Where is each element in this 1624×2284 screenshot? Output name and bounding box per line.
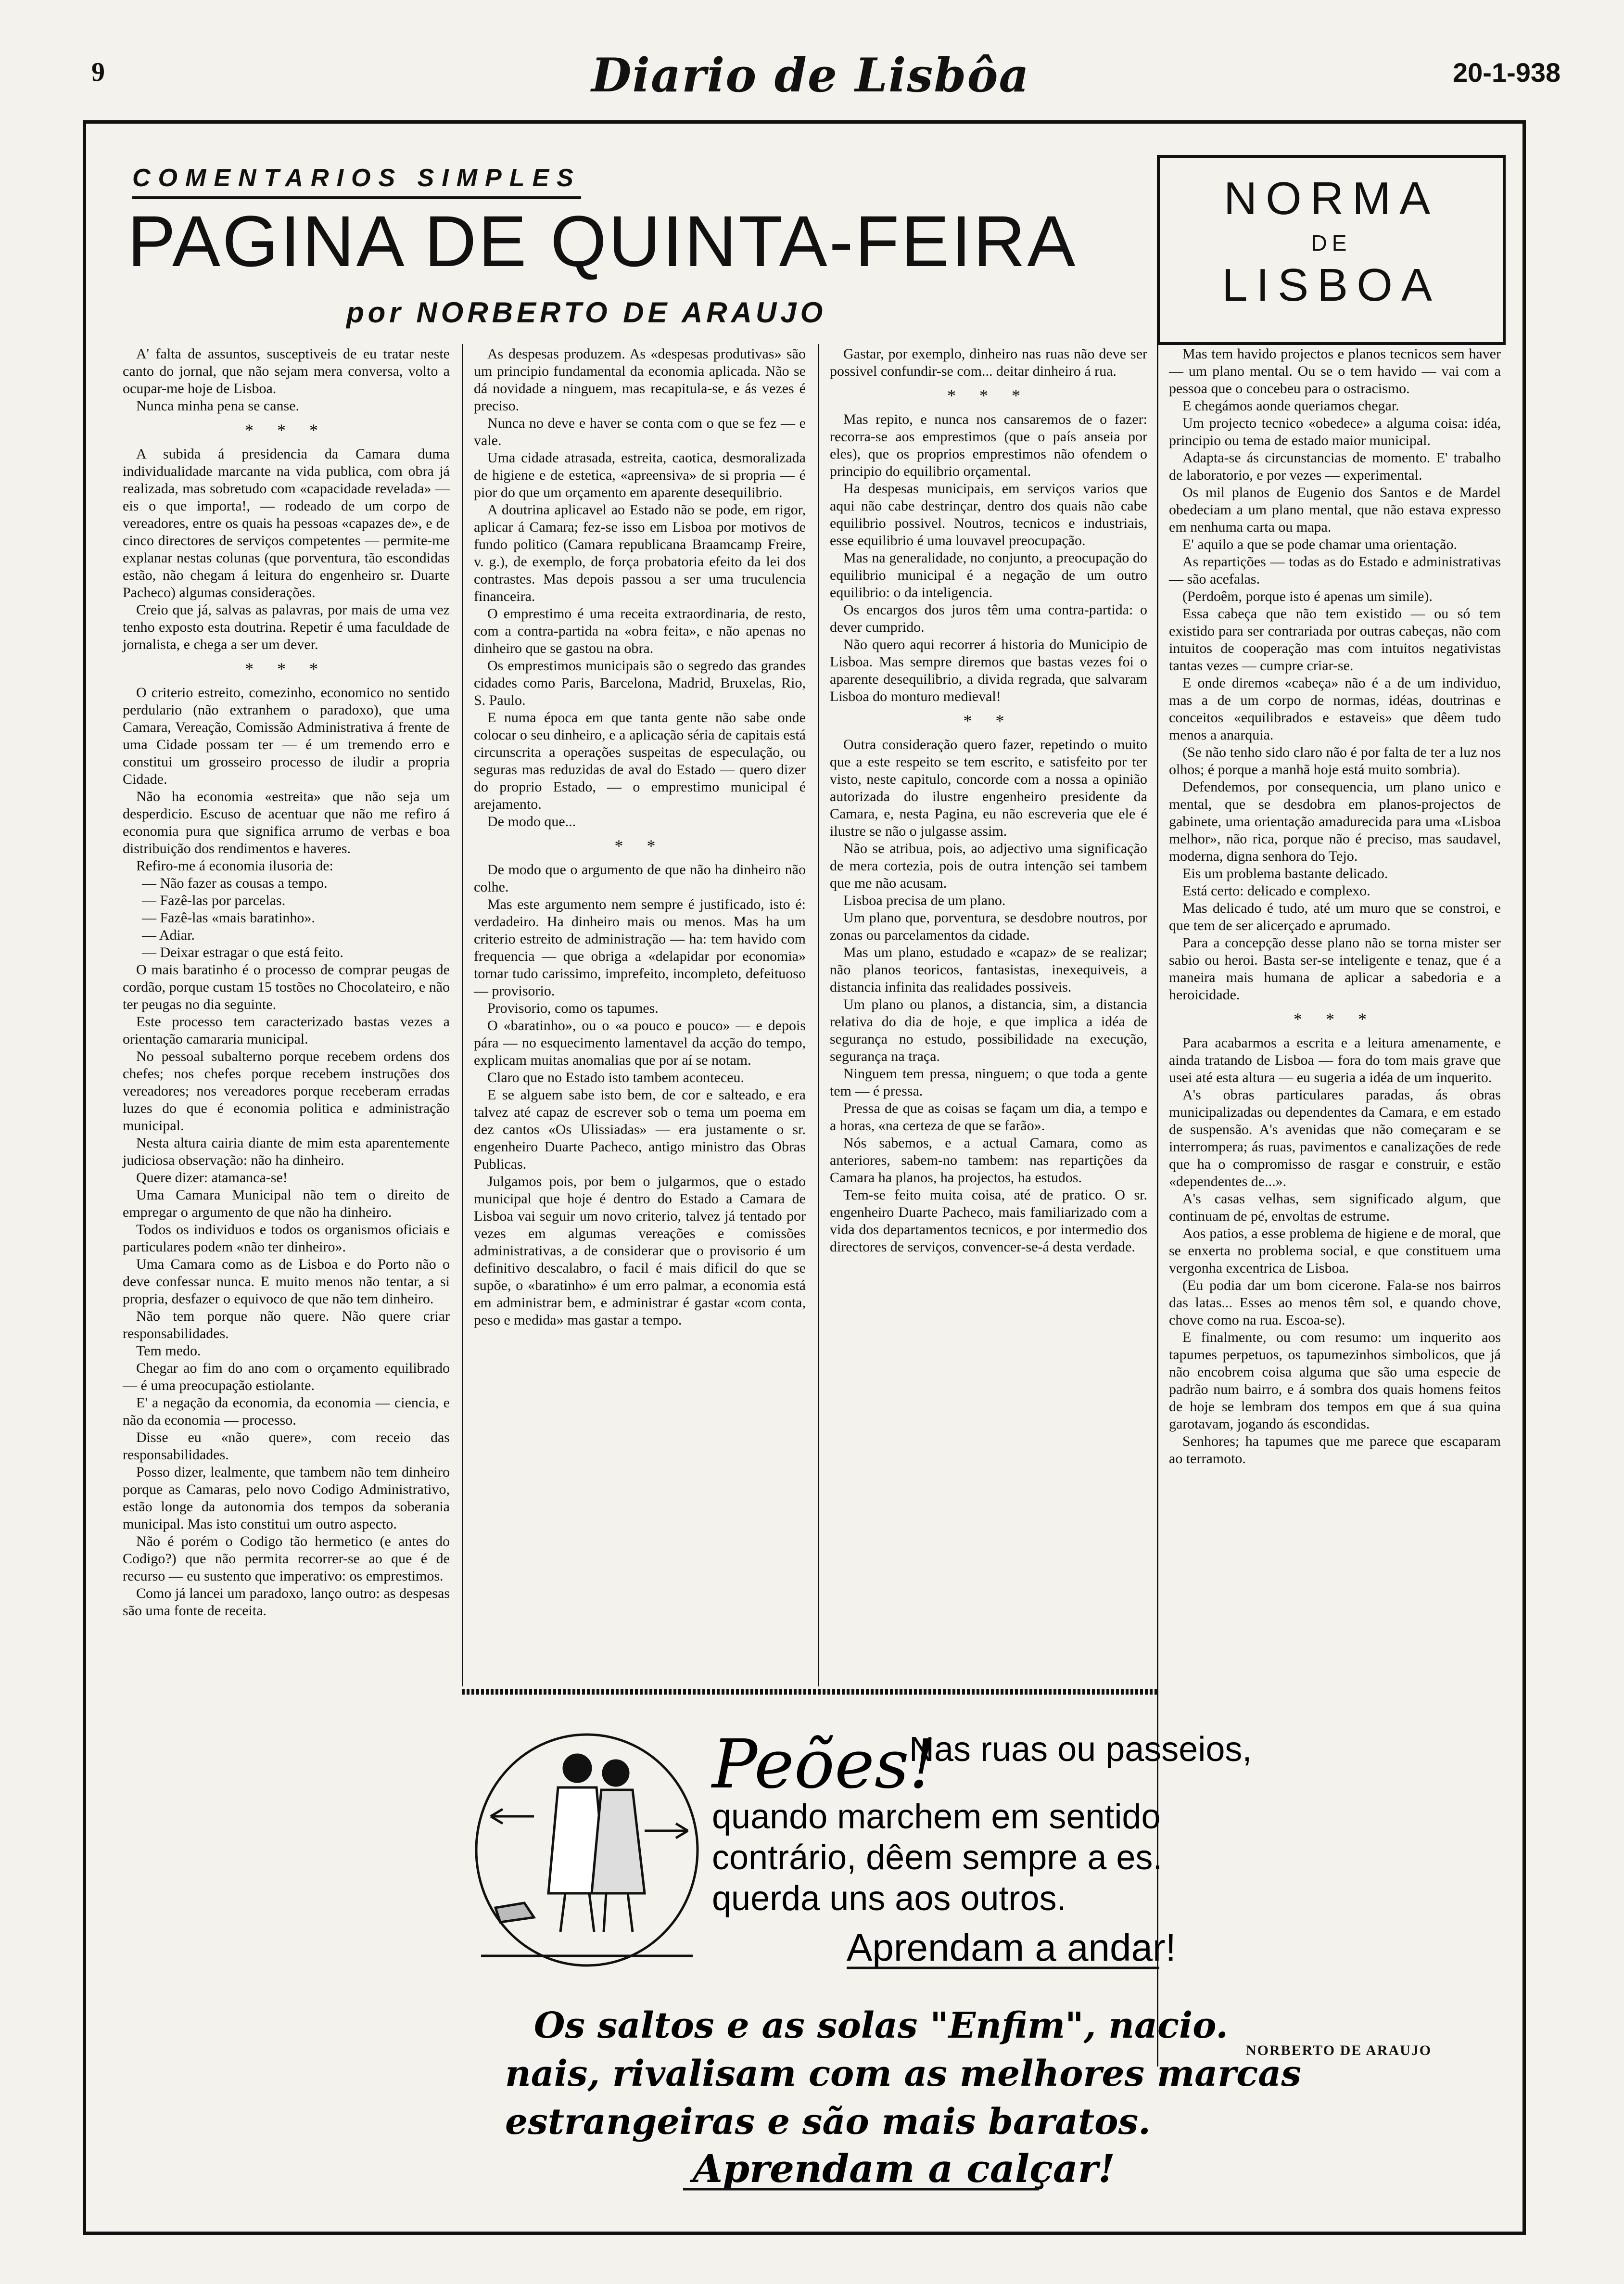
paragraph: Uma cidade atrasada, estreita, caotica, desmoralizada de higiene e de estetica, «apreensiva» de si propria — é pior do que um orçamento em aparente desequilibrio. <box>474 450 806 500</box>
ad-line-4: querda uns aos outros. <box>712 1879 1066 1918</box>
paragraph: A's casas velhas, sem significado algum, que continuam de pé, envoltas de estrume. <box>1169 1191 1501 1224</box>
paragraph: De modo que o argumento de que não ha dinheiro não colhe. <box>474 862 806 895</box>
list-item: — Adiar. <box>142 927 195 943</box>
paragraph: O mais baratinho é o processo de comprar peugas de cordão, porque custam 15 tostões no Chocolateiro, e não ter peugas no dia seguinte. <box>123 962 450 1012</box>
paragraph: Um plano ou planos, a distancia, sim, a distancia relativa do dia de hoje, e que implica a idéa de segurança no estudo, possibilidade na execução, segurança na traça. <box>830 996 1147 1064</box>
advertisement <box>462 1706 1301 2196</box>
paragraph: Eis um problema bastante delicado. <box>1182 866 1388 881</box>
paragraph: Para acabarmos a escrita e a leitura amenamente, e ainda tratando de Lisboa — fora do tom mais grave que usei até esta altura — eu sugeria a idéa de um inquerito. <box>1169 1035 1501 1085</box>
ad-headline-word: Peões! <box>712 1725 937 1804</box>
article-title: PAGINA DE QUINTA-FEIRA <box>127 201 1078 281</box>
page-number: 9 <box>91 57 105 87</box>
paragraph: Refiro-me á economia ilusoria de: <box>136 858 333 874</box>
paragraph: Mas tem havido projectos e planos tecnicos sem haver — um plano mental. Ou se o tem havido — vai com a pessoa que o concebeu para o ostracismo. <box>1169 346 1501 396</box>
list-item: — Fazê-las por parcelas. <box>142 893 286 908</box>
paragraph: Uma Camara Municipal não tem o direito de empregar o argumento de que não ha dinheiro. <box>123 1187 450 1220</box>
paragraph: Ninguem tem pressa, ninguem; o que toda a gente tem — é pressa. <box>830 1066 1147 1099</box>
paragraph: Não quero aqui recorrer á historia do Municipio de Lisboa. Mas sempre diremos que bastas vezes foi o aparente desequilibrio, a divida regrada, que salvaram Lisboa do monturo medieval! <box>830 637 1147 704</box>
paragraph: Uma Camara como as de Lisboa e do Porto não o deve confessar nunca. E muito menos não tentar, a si propria, desfazer o equivoco de que não tem dinheiro. <box>123 1256 450 1307</box>
ad-slogan: Aprendam a andar! <box>847 1926 1176 1969</box>
paragraph: Tem-se feito muita coisa, até de pratico. O sr. engenheiro Duarte Pacheco, mais familiarizado com a vida dos departamentos tecnicos, e por intermedio dos directores de serviços, convencer-se-á desta verdade. <box>830 1187 1147 1255</box>
paragraph: Todos os individuos e todos os organismos oficiais e particulares podem «não ter dinheiro». <box>123 1222 450 1255</box>
article-column-2 <box>474 345 806 1685</box>
paragraph: (Eu podia dar um bom cicerone. Fala-se nos bairros das latas... Esses ao menos têm sol, e quando chove, chove como na rua. Escoa-se). <box>1169 1277 1501 1328</box>
paragraph: Um plano que, porventura, se desdobre noutros, por zonas ou parcelamentos da cidade. <box>830 910 1147 943</box>
section-break: * * * <box>947 386 1030 405</box>
paragraph: Pressa de que as coisas se façam um dia, a tempo e a horas, «na certeza de que se farão». <box>830 1100 1147 1134</box>
section-title-box <box>1157 155 1506 345</box>
paragraph: E' a negação da economia, da economia — ciencia, e não da economia — processo. <box>123 1395 450 1428</box>
paragraph: Está certo: delicado e complexo. <box>1182 883 1370 899</box>
paragraph: Quere dizer: atamanca-se! <box>136 1170 288 1186</box>
paragraph: Este processo tem caracterizado bastas vezes a orientação camararia municipal. <box>123 1014 450 1047</box>
article-column-4 <box>1169 345 1501 2029</box>
paragraph: E chegámos aonde queriamos chegar. <box>1182 398 1399 414</box>
paragraph: Nós sabemos, e a actual Camara, como as anteriores, sabem-no tambem: nas repartições da Camara ha planos, ha projectos, ha estudos. <box>830 1135 1147 1186</box>
paragraph: Julgamos pois, por bem o julgarmos, que o estado municipal que hoje é dentro do Estado a Camara de Lisboa vai seguir um novo criterio, talvez já tentado por vezes em algumas vereações e comissões administrativas, a de considerar que o provisorio é um definitivo descalabro, o facil é mais dificil do que se supõe, o «baratinho» é um erro palmar, a economia está em administrar bem, e administrar é gastar «com conta, peso e medida» mas gastar a tempo. <box>474 1174 806 1328</box>
paragraph: O «baratinho», ou o «a pouco e pouco» — e depois pára — no esquecimento lamentavel da acção do tempo, explicam muitas anomalias que por aí se notam. <box>474 1018 806 1068</box>
paragraph: Adapta-se ás circunstancias de momento. E' trabalho de laboratorio, e por vezes — experimental. <box>1169 450 1501 483</box>
section-break: * * * <box>245 659 328 678</box>
paragraph: No pessoal subalterno porque recebem ordens dos chefes; nos chefes porque recebem instruções dos vereadores; nos vereadores porque receberam erradas luzes do que é economia politica e administração municipal. <box>123 1048 450 1134</box>
section-title-line1: NORMA <box>1223 173 1439 224</box>
paragraph: Disse eu «não quere», com receio das responsabilidades. <box>123 1429 450 1463</box>
paragraph: Tem medo. <box>136 1343 201 1359</box>
paragraph: E onde diremos «cabeça» não é a de um individuo, mas a de um corpo de normas, idéas, doutrinas e conceitos «equilibrados e estaveis» que dêem tudo menos a anarquia. <box>1169 675 1501 743</box>
paragraph: Ha despesas municipais, em serviços varios que aqui não cabe destrinçar, dentro dos quais não cabe equilibrio possivel. Noutros, tecnicos e industriais, esse equilibrio é uma louvavel preocupação. <box>830 481 1147 549</box>
paragraph: Posso dizer, lealmente, que tambem não tem dinheiro porque as Camaras, pelo novo Codigo Administrativo, estão longe da autonomia dos tempos da soberania municipal. Mas isto constitui um outro aspecto. <box>123 1464 450 1532</box>
list-item: — Fazê-las «mais baratinho». <box>142 910 315 926</box>
paragraph: Defendemos, por consequencia, um plano unico e mental, que se desdobra em planos-projectos de gabinete, uma orientação amadurecida para uma «Lisboa melhor», não rica, porque não é preciso, mas saudavel, moderna, digna senhora do Tejo. <box>1169 779 1501 864</box>
paragraph: Aos patios, a esse problema de higiene e de moral, que se enxerta no problema social, e que constituem uma vergonha excentrica de Lisboa. <box>1169 1225 1501 1276</box>
paragraph: Os mil planos de Eugenio dos Santos e de Mardel obedeciam a um plano mental, que não estava expresso em nenhuma carta ou mapa. <box>1169 485 1501 535</box>
paragraph: Senhores; ha tapumes que me parece que escaparam ao terramoto. <box>1169 1433 1501 1467</box>
paragraph: (Se não tenho sido claro não é por falta de ter a luz nos olhos; é porque a manhã hoje está muito sombria). <box>1169 744 1501 778</box>
paragraph: Nunca minha pena se canse. <box>136 398 300 414</box>
article-column-1 <box>123 345 450 2131</box>
list-item: — Deixar estragar o que está feito. <box>142 944 343 960</box>
paragraph: Chegar ao fim do ano com o orçamento equilibrado — é uma preocupação estiolante. <box>123 1360 450 1393</box>
ad-line-3: contrário, dêem sempre a es. <box>712 1838 1163 1877</box>
section-kicker: COMENTARIOS SIMPLES <box>132 164 581 199</box>
paragraph: E se alguem sabe isto bem, de cor e salteado, e era talvez até capaz de escrever sob o tema um poema em dez cantos «Os Ulissiadas» — era justamente o sr. engenheiro Duarte Pacheco, antigo ministro das Obras Publicas. <box>474 1087 806 1172</box>
ad-brand-line-1: Os saltos e as solas "Enfim", nacio. <box>534 2005 1228 2046</box>
ad-artwork <box>462 1706 1301 2196</box>
ad-brand-line-2: nais, rivalisam com as melhores marcas <box>505 2053 1301 2094</box>
byline: por NORBERTO DE ARAUJO <box>346 296 827 329</box>
section-break: * * * <box>245 421 328 440</box>
section-break: * * <box>963 711 1014 730</box>
paragraph: E' aquilo a que se pode chamar uma orientação. <box>1182 536 1457 552</box>
paragraph: Mas este argumento nem sempre é justificado, isto é: verdadeiro. Ha dinheiro mais ou menos. Mas ha um criterio estreito de administração — ha: tem havido com frequencia — que obriga a «delapidar por economia» tornar tudo carissimo, imprefeito, incompleto, defeituoso — provisorio. <box>474 896 806 999</box>
paragraph: Creio que já, salvas as palavras, por mais de uma vez tenho exposto esta doutrina. Repetir é uma faculdade de jornalista, e chega a ser um dever. <box>123 602 450 652</box>
paragraph: A's obras particulares paradas, ás obras municipalizadas ou dependentes da Camara, e em estado de suspensão. A's avenidas que não começaram e se interrompera; ás ruas, pavimentos e canalizações de rede que ha o compromisso de rasgar e construir, e estão «dependentes de...». <box>1169 1087 1501 1189</box>
paragraph: Os encargos dos juros têm uma contra-partida: o dever cumprido. <box>830 602 1147 635</box>
paragraph: Claro que no Estado isto tambem aconteceu. <box>487 1070 745 1085</box>
paragraph: As repartições — todas as do Estado e administrativas — são acefalas. <box>1169 554 1501 587</box>
paragraph: E finalmente, ou com resumo: um inquerito aos tapumes perpetuos, os tapumezinhos simbolicos, que já não encobrem coisa alguma que são uma especie de padrão num bairro, e á sombra dos quais homens feitos de hoje se lembram dos tempos em que á sua quina garotavam, jogando ás escondidas. <box>1169 1329 1501 1432</box>
paragraph: Como já lancei um paradoxo, lanço outro: as despesas são uma fonte de receita. <box>123 1585 450 1619</box>
section-title-line3: LISBOA <box>1222 259 1441 311</box>
paragraph: E numa época em que tanta gente não sabe onde colocar o seu dinheiro, e a aplicação séria de capitais está circunscrita a operações suspeitas de especulação, ou seguras mas reduzidas de aval do Estado — quero dizer do proprio Estado, — o emprestimo municipal é arejamento. <box>474 710 806 812</box>
ad-border-top <box>462 1689 1157 1695</box>
paragraph: O criterio estreito, comezinho, economico no sentido perdulario (não extranhem o paradoxo), que uma Camara, Vereação, Comissão Administrativa á frente de uma Cidade possam ter — é um tremendo erro e constitui um grosseiro processo de iludir a propria Cidade. <box>123 685 450 787</box>
section-break: * * * <box>1294 1009 1376 1029</box>
paragraph: Outra consideração quero fazer, repetindo o muito que a este respeito se tem escrito, e satisfeito por ter visto, neste capitulo, concorde com a nossa a opinião autorizada do ilustre engenheiro presidente da Camara, e, nesta Pagina, eu não escreveria que ele é ilustre se não o julgasse assim. <box>830 737 1147 839</box>
newspaper-masthead: Diario de Lisbôa <box>591 48 1030 102</box>
paragraph: Nesta altura cairia diante de mim esta aparentemente judiciosa observação: não ha dinheiro. <box>123 1135 450 1168</box>
paragraph: Os emprestimos municipais são o segredo das grandes cidades como Paris, Barcelona, Madrid, Bruxelas, Rio, S. Paulo. <box>474 658 806 708</box>
paragraph: Mas repito, e nunca nos cansaremos de o fazer: recorra-se aos emprestimos (que o país anseia por eles), que os proprios emprestimos não ofendem o principio do equilibrio orçamental. <box>830 411 1147 479</box>
column-rule <box>818 344 819 1686</box>
paragraph: Mas delicado é tudo, até um muro que se constroi, e que tem de ser alicerçado e aprumado. <box>1169 900 1501 933</box>
article-column-3 <box>830 345 1147 1685</box>
list-item: — Não fazer as cousas a tempo. <box>142 875 328 891</box>
ad-brand-line-3: estrangeiras e são mais baratos. <box>505 2101 1151 2143</box>
ad-line-2: quando marchem em sentido <box>712 1798 1161 1836</box>
paragraph: Não ha economia «estreita» que não seja um desperdicio. Escuso de acentuar que não me refiro á economia pura que significa arrumo de verbas e boa distribuição dos rendimentos e haveres. <box>123 789 450 856</box>
paragraph: Não tem porque não quere. Não quere criar responsabilidades. <box>123 1308 450 1341</box>
paragraph: A' falta de assuntos, susceptiveis de eu tratar neste canto do jornal, que não sejam mera conversa, volto a ocupar-me hoje de Lisboa. <box>123 346 450 396</box>
ad-line-1: Nas ruas ou passeios, <box>909 1730 1252 1769</box>
paragraph: Um projecto tecnico «obedece» a alguma coisa: idéa, principio ou tema de estado maior municipal. <box>1169 415 1501 448</box>
section-break: * * <box>614 836 665 855</box>
paragraph: A doutrina aplicavel ao Estado não se pode, em rigor, aplicar á Camara; fez-se isso em Lisboa por motivos de fundo politico (Camara republicana Braamcamp Freire, v. g.), de exemplo, de força probatoria efeito da lei dos contrastes. Mas depois passou a ser uma truculencia financeira. <box>474 502 806 604</box>
paragraph: Provisorio, como os tapumes. <box>487 1000 659 1016</box>
paragraph: A subida á presidencia da Camara duma individualidade marcante na vida publica, com obra já realizada, mas sobretudo com «capacidade revelada» — eis o que importa!, — rodeado de um corpo de vereadores, entre os quais ha pessoas «capazes de», e de cinco directores de serviços competentes — permite-me explanar nestas colunas (que porventura, tão escondidas estão, não chegam á leitura do engenheiro sr. Duarte Pacheco) algumas considerações. <box>123 446 450 600</box>
paragraph: Gastar, por exemplo, dinheiro nas ruas não deve ser possivel confundir-se com... deitar dinheiro á rua. <box>830 346 1147 379</box>
paragraph: De modo que... <box>487 814 576 829</box>
column-rule <box>462 344 463 1686</box>
paragraph: (Perdoêm, porque isto é apenas um simile). <box>1182 588 1433 604</box>
paragraph: Não se atribua, pois, ao adjectivo uma significação de mera cortezia, pois de outra intenção sei tambem que me não acusam. <box>830 841 1147 891</box>
paragraph: Mas um plano, estudado e «capaz» de se realizar; não planos teoricos, fantasistas, inexequiveis, a distancia infinita das realidades possiveis. <box>830 944 1147 995</box>
section-title-line2: DE <box>1311 230 1352 255</box>
paragraph: Nunca no deve e haver se conta com o que se fez — e vale. <box>474 415 806 448</box>
paragraph: Essa cabeça que não tem existido — ou só tem existido para ser contrariada por outras cabeças, não com intuitos de cooperação mas com intuitos negativistas tantas vezes — cumpre criar-se. <box>1169 606 1501 674</box>
article-signature: NORBERTO DE ARAUJO <box>1246 2042 1432 2058</box>
issue-date: 20-1-938 <box>1453 57 1561 88</box>
paragraph: As despesas produzem. As «despesas produtivas» são um principio fundamental da economia aplicada. Não se dá novidade a ninguem, mas recapitula-se, e ás vezes é preciso. <box>474 346 806 414</box>
paragraph: O emprestimo é uma receita extraordinaria, de resto, com a contra-partida na «obra feita», e não apenas no dinheiro que se gastou na obra. <box>474 606 806 656</box>
paragraph: Para a concepção desse plano não se torna mister ser sabio ou heroi. Basta ser-se inteligente e tenaz, que é a maneira mais humana de aplicar a sabedoria e a heroicidade. <box>1169 935 1501 1003</box>
paragraph: Mas na generalidade, no conjunto, a preocupação do equilibrio municipal é a negação de um outro equilibrio: o da inteligencia. <box>830 550 1147 600</box>
pedestrians-illustration <box>476 1735 698 1965</box>
paragraph: Não é porém o Codigo tão hermetico (e antes do Codigo?) que não permita recorrer-se ao que é de recurso — eu sustento que imperativo: os emprestimos. <box>123 1533 450 1584</box>
paragraph: Lisboa precisa de um plano. <box>843 893 1006 908</box>
ad-brand-slogan: Aprendam a calçar! <box>693 2146 1115 2191</box>
